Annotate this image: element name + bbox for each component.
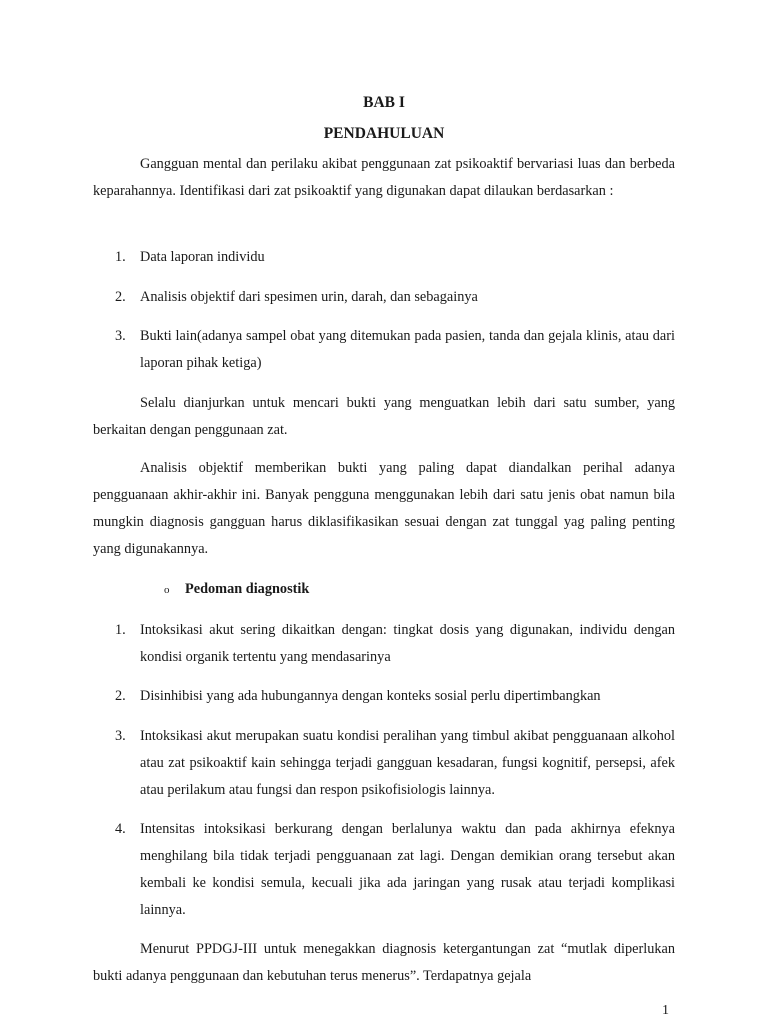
list-item [93, 244, 675, 271]
list-number: 1. [115, 249, 126, 265]
list-number: 2. [115, 289, 126, 305]
list-item-text: Disinhibisi yang ada hubungannya dengan konteks sosial perlu dipertimbangkan [140, 688, 601, 704]
list-item [93, 816, 675, 924]
list-item [93, 723, 675, 804]
page-number: 1 [662, 1003, 669, 1018]
list-item [93, 683, 675, 710]
list-item [93, 323, 675, 377]
list-item-text: Intoksikasi akut merupakan suatu kondisi peralihan yang timbul akibat pengguanaan alkohol atau zat psikoaktif kain sehingga terjadi gangguan kesadaran, fungsi kognitif, persepsi, afek atau perilakum atau fungsi dan respon psikofisiologis lainnya. [140, 728, 675, 798]
section-title: Pedoman diagnostik [185, 581, 310, 597]
paragraph-analisis: Analisis objektif memberikan bukti yang paling dapat diandalkan perihal adanya pengguanaan akhir-akhir ini. Banyak pengguna menggunakan lebih dari satu jenis obat namun bila mungkin diagnosis gangguan harus diklasifikasikan sesuai dengan zat tunggal yag paling penting yang digunakannya. [93, 460, 675, 557]
list-number: 1. [115, 622, 126, 638]
intro-paragraph: Gangguan mental dan perilaku akibat penggunaan zat psikoaktif bervariasi luas dan berbeda keparahannya. Identifikasi dari zat psikoaktif yang digunakan dapat dilaukan berdasarkan : [93, 156, 675, 199]
list-item [93, 284, 675, 311]
chapter-label: BAB I [363, 94, 405, 111]
list-item-text: Analisis objektif dari spesimen urin, darah, dan sebagainya [140, 289, 478, 305]
circle-bullet-icon: o [164, 584, 170, 596]
list-item-text: Bukti lain(adanya sampel obat yang ditemukan pada pasien, tanda dan gejala klinis, atau dari laporan pihak ketiga) [140, 328, 675, 371]
list-item [93, 617, 675, 671]
list-number: 3. [115, 328, 126, 344]
list-number: 3. [115, 728, 126, 744]
section-heading [164, 576, 309, 604]
paragraph-menurut: Menurut PPDGJ-III untuk menegakkan diagnosis ketergantungan zat “mutlak diperlukan bukti adanya penggunaan dan kebutuhan terus menerus”. Terdapatnya gejala [93, 941, 675, 984]
list-item-text: Data laporan individu [140, 249, 265, 265]
chapter-title: PENDAHULUAN [323, 125, 445, 142]
list-number: 4. [115, 821, 126, 837]
list-item-text: Intoksikasi akut sering dikaitkan dengan: tingkat dosis yang digunakan, individu dengan kondisi organik tertentu yang mendasarinya [140, 622, 675, 665]
paragraph-selalu: Selalu dianjurkan untuk mencari bukti yang menguatkan lebih dari satu sumber, yang berkaitan dengan penggunaan zat. [93, 395, 675, 438]
list-item-text: Intensitas intoksikasi berkurang dengan berlalunya waktu dan pada akhirnya efeknya menghilang bila tidak terjadi pengguanaan zat lagi. Dengan demikian orang tersebut akan kembali ke kondisi semula, kecuali jika ada jaringan yang rusak atau terjadi komplikasi lainnya. [140, 821, 675, 918]
list-number: 2. [115, 688, 126, 704]
